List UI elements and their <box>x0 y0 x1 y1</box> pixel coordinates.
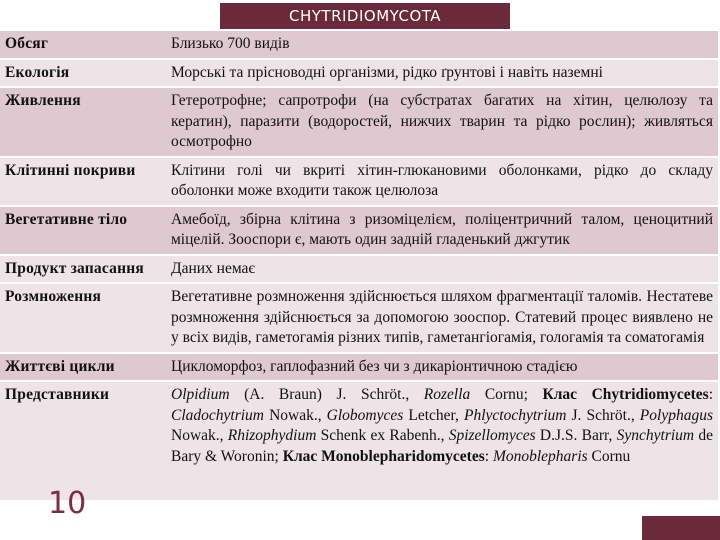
row-value: Вегетативне розмноження здійснюється шляхом фрагментації таломів. Нестатеве розмноження здійснюється за допомогою зооспор. Статевий процес виявлено не у всіх видів, гаметогамія різних типів, гаметангіогамія, гологамія та соматогамія <box>166 283 718 353</box>
slide-title: CHYTRIDIOMYCOTA <box>220 3 510 29</box>
class-name: Клас Chytridiomycetes <box>542 386 709 403</box>
row-value: Близько 700 видів <box>166 31 718 59</box>
row-value: Клітини голі чи вкриті хітин-глюкановими оболонками, рідко до складу оболонки може входити також целюлоза <box>166 157 718 206</box>
genus-name: Cladochytrium <box>171 406 264 424</box>
row-label: Живлення <box>0 87 166 157</box>
genus-name: Olpidium <box>171 386 230 403</box>
page-number: 10 <box>48 486 87 521</box>
characteristics-table <box>0 31 718 502</box>
table-row <box>0 157 718 206</box>
class-name: Клас Monoblepharidomycetes <box>282 447 485 465</box>
row-value: Морські та прісноводні організми, рідко ґрунтові і навіть наземні <box>166 59 718 88</box>
row-label: Представники <box>0 381 166 501</box>
table-row <box>0 206 718 255</box>
table-row <box>0 353 718 382</box>
table-row <box>0 87 718 157</box>
table-row <box>0 255 718 284</box>
row-label: Продукт запасання <box>0 255 166 284</box>
genus-name: Globomyces <box>326 406 404 424</box>
genus-name: Synchytrium <box>616 427 695 444</box>
slide-header <box>0 0 720 30</box>
row-label: Життєві цикли <box>0 353 166 382</box>
genus-name: Rozella <box>423 386 471 403</box>
row-label: Вегетативне тіло <box>0 206 166 255</box>
row-label: Екологія <box>0 59 166 88</box>
table-row <box>0 31 718 59</box>
table-row <box>0 283 718 353</box>
genus-name: Rhizophydium <box>227 427 317 444</box>
row-value: Амебоїд, збірна клітина з ризоміцелієм, поліцентричний талом, ценоцитний міцелій. Зооспори є, мають один задній гладенький джгутик <box>166 206 718 255</box>
row-label: Розмноження <box>0 283 166 353</box>
genus-name: Spizellomyces <box>448 427 536 444</box>
row-value: Цикломорфоз, гаплофазний без чи з дикаріонтичною стадією <box>166 353 718 382</box>
row-value: Olpidium (A. Braun) J. Schröt., Rozella Cornu; Клас Chytridiomycetes: Cladochytrium Nowak., Globomyces Letcher, Phlyctochytrium J. Schröt., Polyphagus Nowak., Rhizophydium Schenk ex Rabenh., Spizellomyces D.J.S. Barr, Synchytrium de Bary & Woronin; Клас Monoblepharidomycetes: Monoblepharis Cornu <box>166 381 718 501</box>
table-row <box>0 59 718 88</box>
decorative-corner-box <box>642 516 720 540</box>
genus-name: Phlyctochytrium <box>464 406 567 424</box>
genus-name: Polyphagus <box>639 406 713 424</box>
row-label: Клітинні покриви <box>0 157 166 206</box>
row-value: Гетеротрофне; сапротрофи (на субстратах багатих на хітин, целюлозу та кератин), паразити (водоростей, нижчих тварин та рідко рослин); живляться осмотрофно <box>166 87 718 157</box>
genus-name: Monoblepharis <box>492 447 588 465</box>
table-row <box>0 381 718 501</box>
row-label: Обсяг <box>0 31 166 59</box>
row-value: Даних немає <box>166 255 718 284</box>
